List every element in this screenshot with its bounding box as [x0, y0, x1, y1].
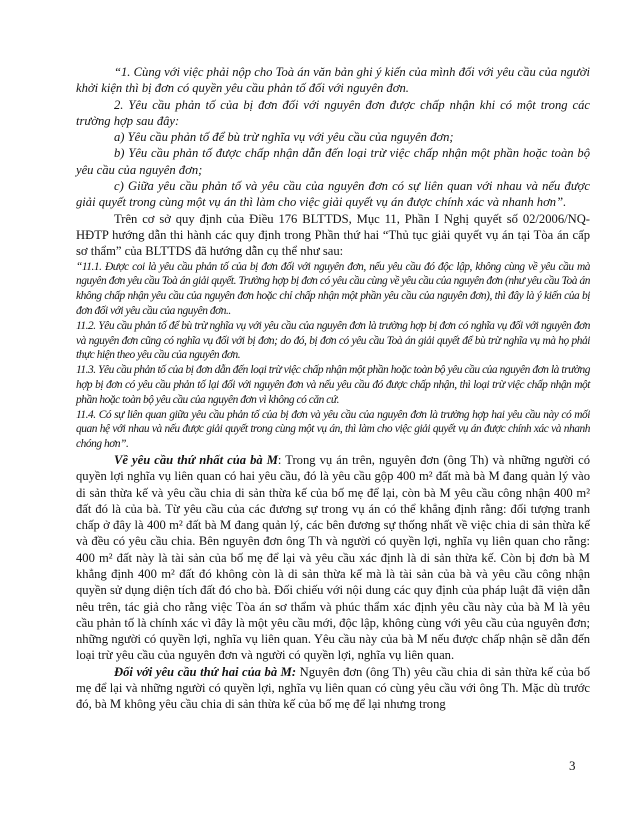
first-request-heading: Về yêu cầu thứ nhất của bà M — [114, 452, 278, 467]
paragraph-1: “1. Cùng với việc phải nộp cho Toà án văn bản ghi ý kiến của mình đối với yêu cầu của người khởi kiện thì bị đơn có quyền yêu cầu phản tố đối với nguyên đơn. — [76, 65, 590, 96]
second-request-text: Nguyên đơn (ông Th) yêu cầu chia di sản thừa kế của bố mẹ để lại và những người có quyền lợi, nghĩa vụ liên quan có cùng yêu cầu với ông Th. Mặc dù trước đó, bà M không yêu cầu chia di sản thừa kế của bố mẹ để lại nhưng trong — [76, 664, 590, 712]
document-body — [76, 64, 590, 713]
quote-11-1: “11.1. Được coi là yêu cầu phản tố của bị đơn đối với nguyên đơn, nếu yêu cầu đó độc lập, không cùng về yêu cầu mà nguyên đơn yêu cầu Toà án giải quyết. Trường hợp bị đơn có yêu cầu cùng về yêu cầu của nguyên đơn (như yêu cầu Toà án không chấp nhận yêu cầu của nguyên đơn hoặc chỉ chấp nhận một phần yêu cầu của nguyên đơn), thì đây là ý kiến của bị đơn đối với yêu cầu của nguyên đơn.. — [76, 260, 590, 317]
quote-11-3: 11.3. Yêu cầu phản tố của bị đơn dẫn đến loại trừ việc chấp nhận một phần hoặc toàn bộ yêu cầu của nguyên đơn là trường hợp bị đơn có yêu cầu phản tố lại đối với nguyên đơn và nếu yêu cầu đó được chấp nhận, thì loại trừ việc chấp nhận một phần hoặc toàn bộ yêu cầu của nguyên đơn vì không có căn cứ. — [76, 364, 590, 406]
paragraph-second-request — [76, 664, 590, 713]
quote-11-2: 11.2. Yêu cầu phản tố để bù trừ nghĩa vụ với yêu cầu của nguyên đơn là trường hợp bị đơn có nghĩa vụ đối với nguyên đơn và nguyên đơn cũng có nghĩa vụ đối với bị đơn; do đó, bị đơn có yêu cầu Toà án giải quyết để bù trừ nghĩa vụ mà họ phải thực hiện theo yêu cầu của nguyên đơn. — [76, 319, 590, 362]
page-number: 3 — [569, 758, 576, 773]
paragraph-4: b) Yêu cầu phản tố được chấp nhận dẫn đến loại trừ việc chấp nhận một phần hoặc toàn bộ yêu cầu của nguyên đơn; — [76, 146, 590, 177]
first-request-text: : Trong vụ án trên, nguyên đơn (ông Th) và những người có quyền lợi nghĩa vụ liên quan có hai yêu cầu, đó là yêu cầu gộp 400 m² đất mà bà M đang quản lý vào di sản thừa kế và yêu cầu chia di sản thừa kế của bố mẹ để lại, còn bà M yêu cầu công nhận 400 m² đất đó là của bà. Từ yêu cầu của các đương sự trong vụ án có thể khẳng định rằng: đối tượng tranh chấp ở đây là 400 m² đất bà M đang quản lý, các bên đương sự thống nhất về việc chia di sản thừa kế và đều có yêu cầu chia. Bên nguyên đơn ông Th và người có quyền lợi, nghĩa vụ liên quan cho rằng: 400 m² đất này là tài sản của bố mẹ để lại và yêu cầu xác định là di sản thừa kế. Còn bị đơn bà M khẳng định 400 m² đất đó không còn là di sản thừa kế mà là tài sản của bà và yêu cầu công nhận quyền sử dụng diện tích đất đó cho bà. Đối chiếu với nội dung các quy định của pháp luật đã viện dẫn nêu trên, tác giả cho rằng việc Tòa án sơ thẩm và phúc thẩm xác định yêu cầu này của bà M là yêu cầu phản tố là chính xác vì đây là một yêu cầu mới, độc lập, không cùng với yêu cầu của nguyên đơn; những người có quyền lợi, nghĩa vụ liên quan. Yêu cầu này của bà M nếu được chấp nhận sẽ dẫn đến loại trừ yêu cầu của nguyên đơn và người có quyền lợi, nghĩa vụ liên quan. — [76, 452, 591, 663]
second-request-heading: Đối với yêu cầu thứ hai của bà M: — [114, 664, 297, 679]
paragraph-3: a) Yêu cầu phản tố để bù trừ nghĩa vụ với yêu cầu của nguyên đơn; — [114, 130, 454, 145]
quote-11-4: 11.4. Có sự liên quan giữa yêu cầu phản tố của bị đơn và yêu cầu của nguyên đơn là trường hợp hai yêu cầu này có mối quan hệ với nhau và nếu được giải quyết trong cùng một vụ án, thì làm cho việc giải quyết vụ án được chính xác và nhanh chóng hơn”. — [76, 408, 590, 451]
paragraph-6: Trên cơ sở quy định của Điều 176 BLTTDS, Mục 11, Phần I Nghị quyết số 02/2006/NQ-HĐTP hướng dẫn thi hành các quy định trong Phần thứ hai “Thủ tục giải quyết vụ án tại Tòa án cấp sơ thẩm” của BLTTDS đã hướng dẫn cụ thể như sau: — [76, 211, 590, 259]
paragraph-5: c) Giữa yêu cầu phản tố và yêu cầu của nguyên đơn có sự liên quan với nhau và nếu được giải quyết trong cùng một vụ án thì làm cho việc giải quyết vụ án được chính xác và nhanh hơn”. — [76, 179, 590, 210]
paragraph-2: 2. Yêu cầu phản tố của bị đơn đối với nguyên đơn được chấp nhận khi có một trong các trường hợp sau đây: — [76, 97, 590, 128]
paragraph-first-request — [76, 452, 590, 664]
